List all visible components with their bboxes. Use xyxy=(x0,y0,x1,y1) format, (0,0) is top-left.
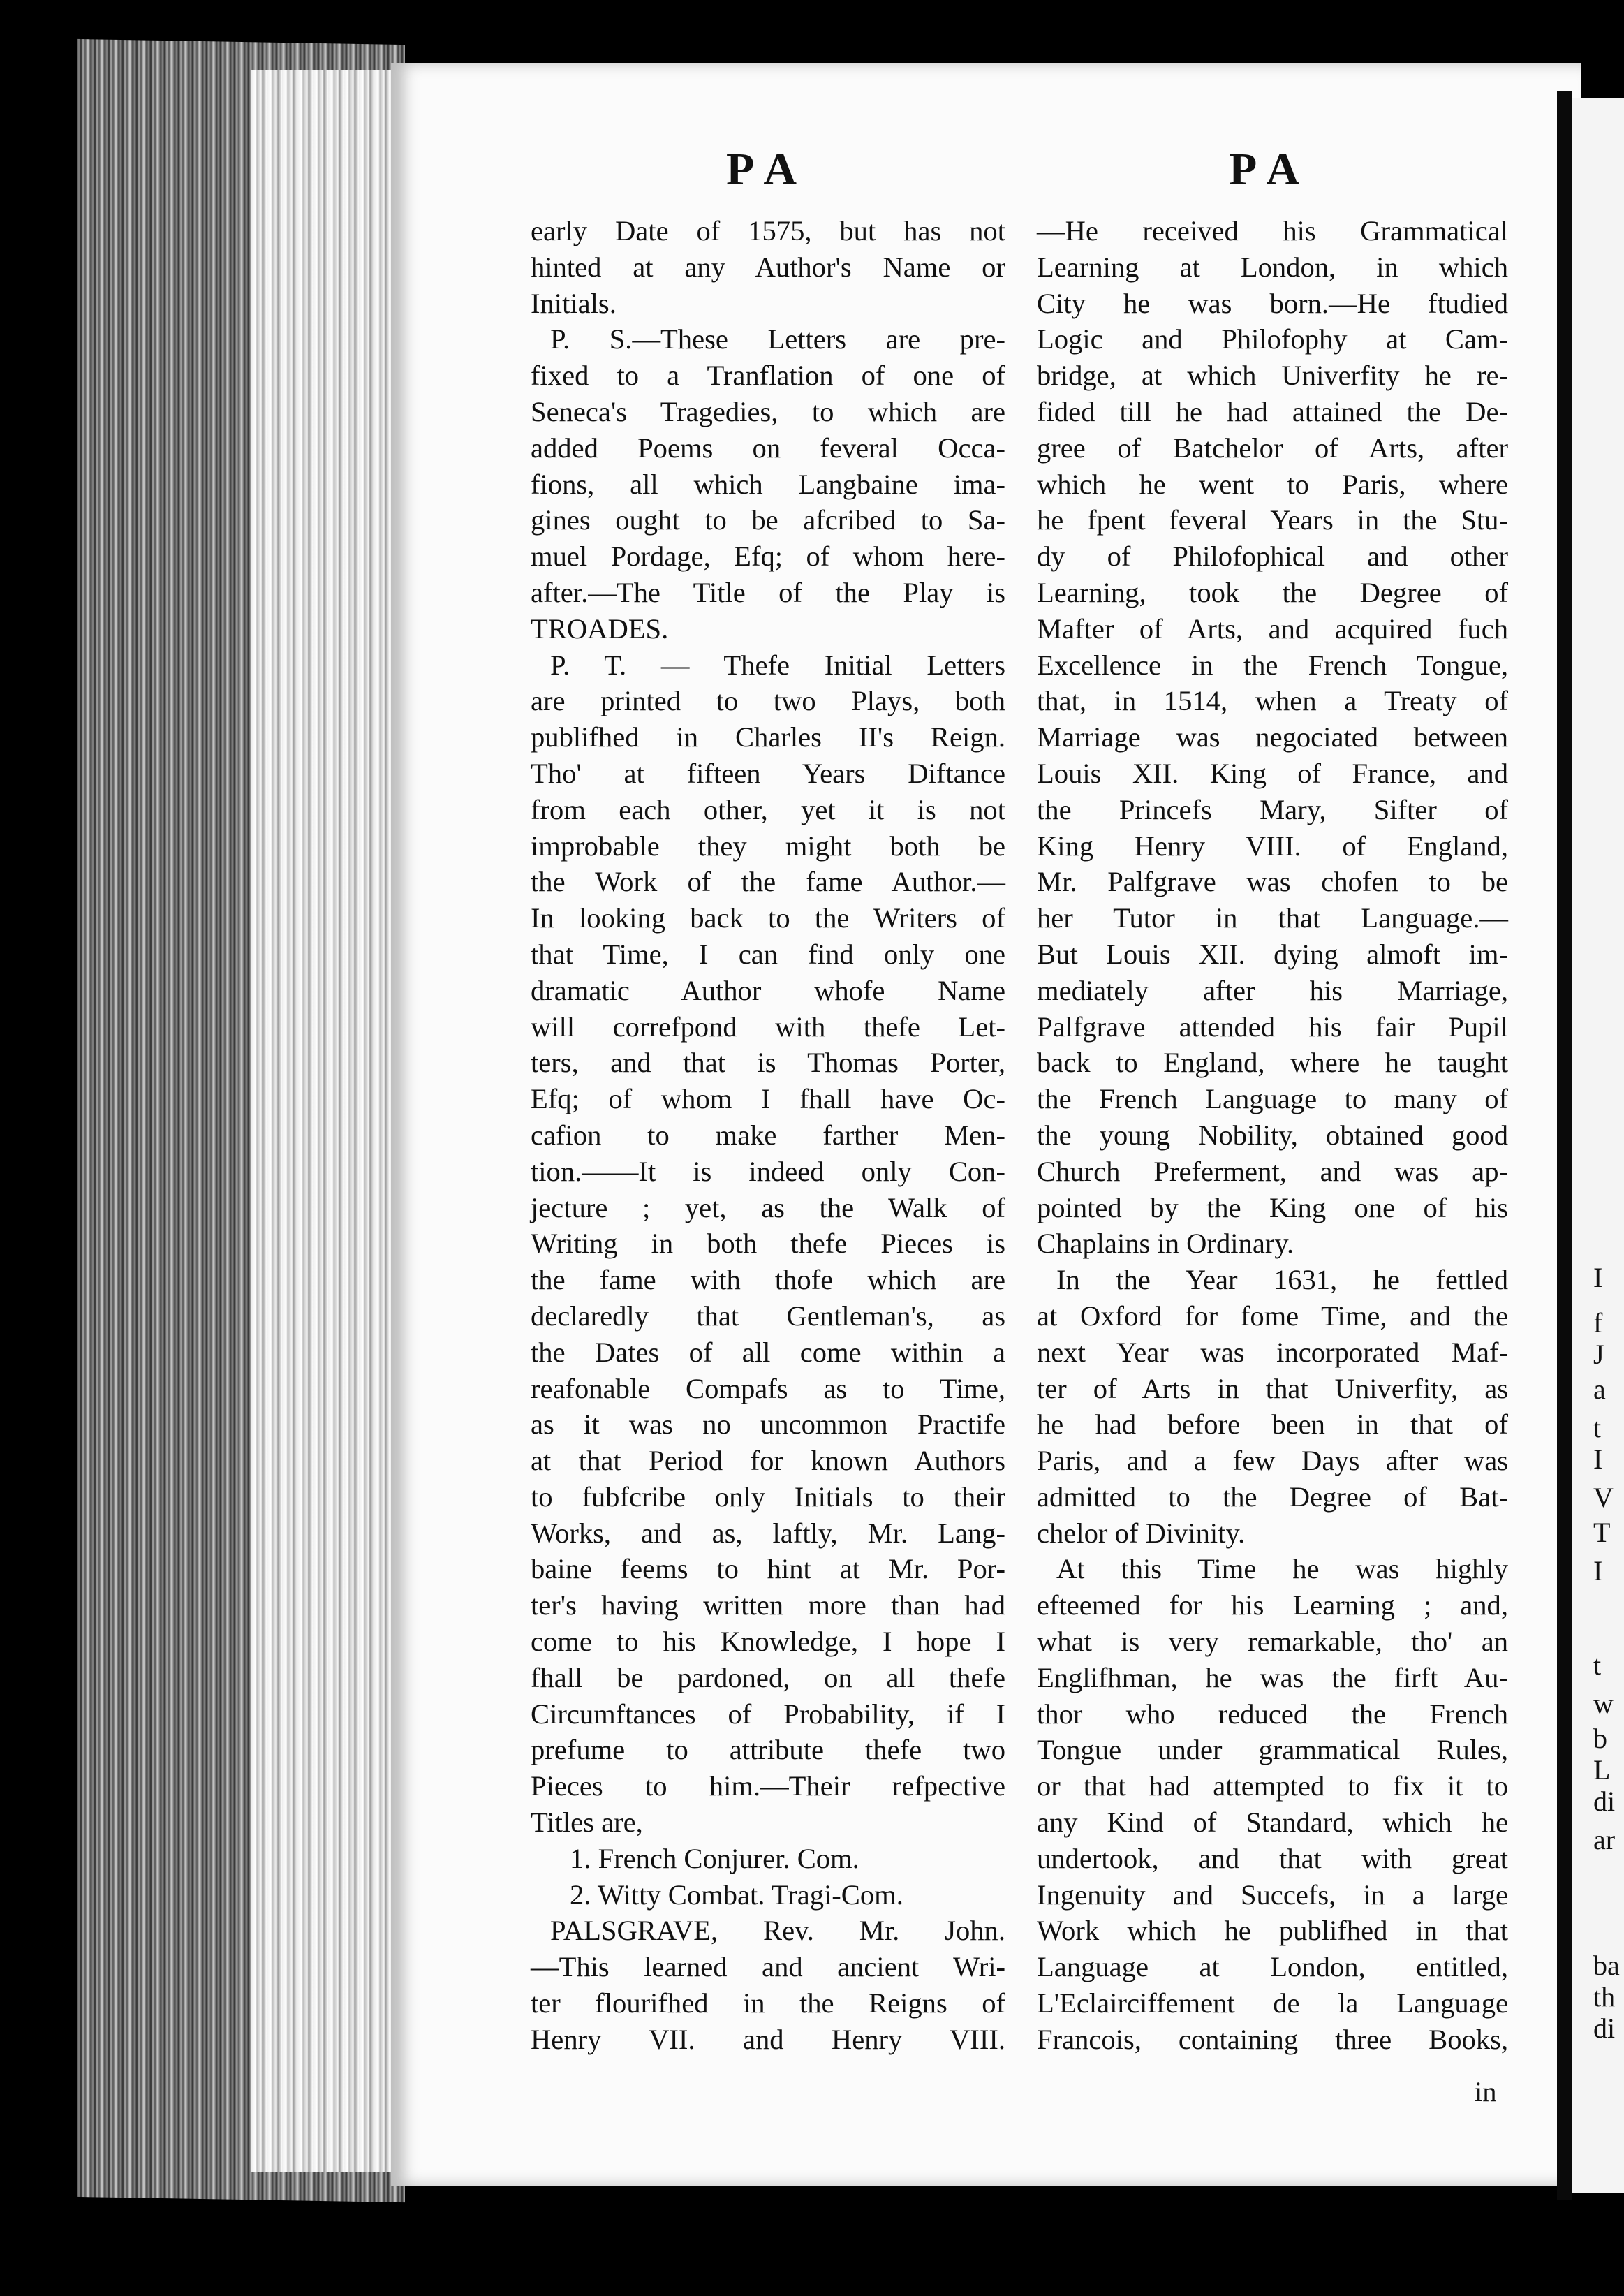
text-line: Marriage was negociated between xyxy=(1037,721,1508,753)
text-line: dy of Philofophical and other xyxy=(1037,540,1508,573)
text-line: that Time, I can find only one xyxy=(531,938,1005,970)
text-line: P. S.—These Letters are pre- xyxy=(550,323,1005,355)
text-line: Works, and as, laftly, Mr. Lang- xyxy=(531,1517,1005,1549)
text-line: ter of Arts in that Univerfity, as xyxy=(1037,1372,1508,1404)
text-line: Henry VII. and Henry VIII. xyxy=(531,2023,1005,2055)
text-line: added Poems on feveral Occa- xyxy=(531,432,1005,464)
text-line: hinted at any Author's Name or xyxy=(531,251,1005,283)
text-line: Efq; of whom I fhall have Oc- xyxy=(531,1083,1005,1115)
facing-page-letter: a xyxy=(1593,1374,1606,1405)
text-line: undertook, and that with great xyxy=(1037,1842,1508,1874)
text-line: prefume to attribute thefe two xyxy=(531,1734,1005,1766)
facing-page-letter: V xyxy=(1593,1482,1614,1513)
text-line: ter flourifhed in the Reigns of xyxy=(531,1987,1005,2019)
text-line: Writing in both thefe Pieces is xyxy=(531,1228,1005,1260)
facing-page-letter: di xyxy=(1593,1786,1616,1817)
text-line: fixed to a Tranflation of one of xyxy=(531,360,1005,392)
text-line: or that had attempted to fix it to xyxy=(1037,1770,1508,1802)
text-line: dramatic Author whofe Name xyxy=(531,974,1005,1006)
text-line: baine feems to hint at Mr. Por- xyxy=(531,1553,1005,1585)
text-line: pointed by the King one of his xyxy=(1037,1191,1508,1223)
facing-page-letter: w xyxy=(1593,1688,1614,1719)
catchword: in xyxy=(1475,2076,1497,2107)
text-line: Learning at London, in which xyxy=(1037,251,1508,283)
text-line: publifhed in Charles II's Reign. xyxy=(531,721,1005,753)
facing-page-letter: di xyxy=(1593,2012,1616,2044)
text-line: her Tutor in that Language.— xyxy=(1037,902,1508,934)
text-line: chelor of Divinity. xyxy=(1037,1517,1246,1549)
text-line: bridge, at which Univerfity he re- xyxy=(1037,360,1508,392)
text-line: Mr. Palfgrave was chofen to be xyxy=(1037,866,1508,898)
text-line: TROADES. xyxy=(531,612,669,645)
facing-page-letter: J xyxy=(1593,1339,1604,1370)
left-text-column xyxy=(531,213,1005,2058)
text-line: fided till he had attained the De- xyxy=(1037,395,1508,427)
text-line: at that Period for known Authors xyxy=(531,1445,1005,1477)
text-line: fhall be pardoned, on all thefe xyxy=(531,1661,1005,1693)
text-line: the Dates of all come within a xyxy=(531,1336,1005,1368)
facing-page-letter: ar xyxy=(1593,1824,1616,1855)
text-line: ter's having written more than had xyxy=(531,1589,1005,1621)
page-edges xyxy=(251,70,391,2172)
facing-page-letter: t xyxy=(1593,1649,1602,1681)
text-line: which he went to Paris, where xyxy=(1037,468,1508,500)
text-line: improbable they might both be xyxy=(531,830,1005,862)
text-line: Titles are, xyxy=(531,1806,643,1839)
facing-page-letter: L xyxy=(1593,1754,1611,1786)
text-line: Tongue under grammatical Rules, xyxy=(1037,1734,1508,1766)
text-line: Tho' at fifteen Years Diftance xyxy=(531,757,1005,789)
text-line: that, in 1514, when a Treaty of xyxy=(1037,685,1508,717)
text-line: Church Preferment, and was ap- xyxy=(1037,1155,1508,1187)
facing-page-letter: th xyxy=(1593,1981,1616,2012)
facing-page-letter: I xyxy=(1593,1262,1603,1293)
text-line: Louis XII. King of France, and xyxy=(1037,757,1508,789)
text-line: 1. French Conjurer. Com. xyxy=(570,1842,859,1874)
text-line: muel Pordage, Efq; of whom here- xyxy=(531,540,1005,573)
text-line: he had before been in that of xyxy=(1037,1408,1508,1441)
text-line: Pieces to him.—Their refpective xyxy=(531,1770,1005,1802)
text-line: cafion to make farther Men- xyxy=(531,1119,1005,1151)
facing-page-letter: t xyxy=(1593,1412,1602,1443)
text-line: Englifhman, he was the firft Au- xyxy=(1037,1661,1508,1693)
text-line: But Louis XII. dying almoft im- xyxy=(1037,938,1508,970)
page-gutter xyxy=(1557,91,1572,2200)
right-text-column xyxy=(1037,213,1508,2058)
text-line: ters, and that is Thomas Porter, xyxy=(531,1047,1005,1079)
text-line: mediately after his Marriage, xyxy=(1037,974,1508,1006)
text-line: Circumftances of Probability, if I xyxy=(531,1698,1005,1730)
facing-page-letter: b xyxy=(1593,1723,1607,1754)
text-line: from each other, yet it is not xyxy=(531,793,1005,825)
text-line: gree of Batchelor of Arts, after xyxy=(1037,432,1508,464)
text-line: Initials. xyxy=(531,287,617,319)
text-line: Language at London, entitled, xyxy=(1037,1951,1508,1983)
text-line: reafonable Compafs as to Time, xyxy=(531,1372,1005,1404)
running-head-right: PA xyxy=(1229,144,1313,195)
text-line: Seneca's Tragedies, to which are xyxy=(531,395,1005,427)
text-line: the French Language to many of xyxy=(1037,1083,1508,1115)
text-line: tion.——It is indeed only Con- xyxy=(531,1155,1005,1187)
text-line: Learning, took the Degree of xyxy=(1037,576,1508,608)
text-line: at Oxford for fome Time, and the xyxy=(1037,1300,1508,1332)
facing-page-letter: I xyxy=(1593,1443,1603,1475)
text-line: declaredly that Gentleman's, as xyxy=(531,1300,1005,1332)
facing-page-letter: I xyxy=(1593,1555,1603,1587)
text-line: Mafter of Arts, and acquired fuch xyxy=(1037,612,1508,645)
running-head-left: PA xyxy=(726,144,810,195)
text-line: —This learned and ancient Wri- xyxy=(531,1951,1005,1983)
text-line: In looking back to the Writers of xyxy=(531,902,1005,934)
text-line: as it was no uncommon Practife xyxy=(531,1408,1005,1441)
text-line: will correfpond with thefe Let- xyxy=(531,1010,1005,1043)
text-line: gines ought to be afcribed to Sa- xyxy=(531,504,1005,536)
text-line: are printed to two Plays, both xyxy=(531,685,1005,717)
text-line: —He received his Grammatical xyxy=(1037,215,1508,246)
text-line: Francois, containing three Books, xyxy=(1037,2023,1508,2055)
facing-page-letter: f xyxy=(1593,1307,1603,1339)
text-line: to fubfcribe only Initials to their xyxy=(531,1480,1005,1513)
text-line: early Date of 1575, but has not xyxy=(531,215,1005,246)
text-line: come to his Knowledge, I hope I xyxy=(531,1626,1005,1658)
text-line: Paris, and a few Days after was xyxy=(1037,1445,1508,1477)
text-line: thor who reduced the French xyxy=(1037,1698,1508,1730)
text-line: Work which he publifhed in that xyxy=(1037,1915,1508,1947)
text-line: P. T. — Thefe Initial Letters xyxy=(550,649,1005,681)
text-line: what is very remarkable, tho' an xyxy=(1037,1626,1508,1658)
text-line: At this Time he was highly xyxy=(1056,1553,1508,1585)
text-line: City he was born.—He ftudied xyxy=(1037,287,1508,319)
facing-page-letter: T xyxy=(1593,1517,1611,1548)
text-line: admitted to the Degree of Bat- xyxy=(1037,1480,1508,1513)
text-line: after.—The Title of the Play is xyxy=(531,576,1005,608)
text-line: the young Nobility, obtained good xyxy=(1037,1119,1508,1151)
text-line: next Year was incorporated Maf- xyxy=(1037,1336,1508,1368)
text-line: any Kind of Standard, which he xyxy=(1037,1806,1508,1839)
text-line: the Princefs Mary, Sifter of xyxy=(1037,793,1508,825)
text-line: the Work of the fame Author.— xyxy=(531,866,1005,898)
text-line: Logic and Philofophy at Cam- xyxy=(1037,323,1508,355)
text-line: L'Eclairciffement de la Language xyxy=(1037,1987,1508,2019)
text-line: 2. Witty Combat. Tragi-Com. xyxy=(570,1878,903,1911)
text-line: back to England, where he taught xyxy=(1037,1047,1508,1079)
facing-page-edge xyxy=(1572,98,1624,2193)
text-line: fions, all which Langbaine ima- xyxy=(531,468,1005,500)
text-line: King Henry VIII. of England, xyxy=(1037,830,1508,862)
text-line: efteemed for his Learning ; and, xyxy=(1037,1589,1508,1621)
text-line: PALSGRAVE, Rev. Mr. John. xyxy=(550,1915,1005,1947)
text-line: Excellence in the French Tongue, xyxy=(1037,649,1508,681)
text-line: Palfgrave attended his fair Pupil xyxy=(1037,1010,1508,1043)
facing-page-letter: ba xyxy=(1593,1950,1620,1981)
text-line: Ingenuity and Succefs, in a large xyxy=(1037,1878,1508,1911)
text-line: Chaplains in Ordinary. xyxy=(1037,1228,1294,1260)
text-line: jecture ; yet, as the Walk of xyxy=(531,1191,1005,1223)
text-line: he fpent feveral Years in the Stu- xyxy=(1037,504,1508,536)
text-line: the fame with thofe which are xyxy=(531,1264,1005,1296)
text-line: In the Year 1631, he fettled xyxy=(1056,1264,1508,1296)
